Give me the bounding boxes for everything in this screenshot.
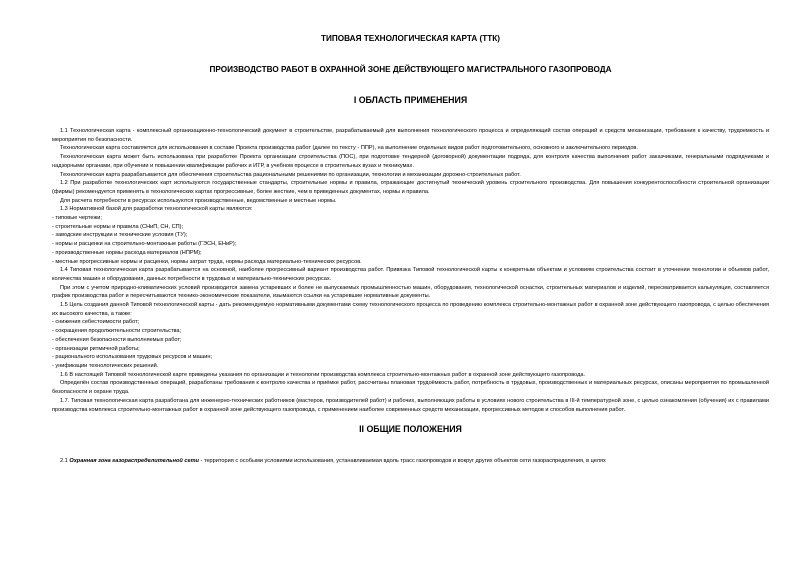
document-page <box>52 34 769 466</box>
paragraph: Для расчета потребности в ресурсах используются производственные, ведомственные и местные нормы. <box>60 197 337 204</box>
paragraph-1-2: 1.2 При разработке технологических карт используются государственные стандарты, строительные нормы и правила, отражающие достигнутый технический уровень строительного производства. Для повышения конкурентоспособности строительной организации (фирмы) рекомендуется применять в технологических картах прогрессивные, более жесткие, чем в приведенных документах, нормы и правила. <box>52 180 769 195</box>
list-item: - обеспечения безопасности выполняемых работ; <box>52 336 182 343</box>
paragraph-number: 2.1 <box>60 458 68 465</box>
list-item: - рационального использования трудовых ресурсов и машин; <box>52 354 212 361</box>
paragraph-2-1 <box>52 457 769 466</box>
paragraph-1-4: 1.4 Типовая технологическая карта разрабатывается на основной, наиболее прогрессивный вариант производства работ. Привязка Типовой технологической карты к конкретным объектам и условиям строительства состоит в уточнении технологии и объемов работ, количества машин и оборудования, данных потребности в трудовых и материально-технических ресурсах. <box>52 267 769 282</box>
list-item: - строительные нормы и правила (СНиП, СН, СП); <box>52 223 184 230</box>
paragraph-1-7: 1.7. Типовая технологическая карта разработана для инженерно-технических работников (мастеров, производителей работ) и рабочих, выполняющих работы в условиях нового строительства в III-й температурной зоне, с целью ознакомления (обучения) их с правилами производства комплекса строительно-монтажных работ в охранной зоне действующего газопровода, с применением наиболее современных средств механизации, прогрессивных методов и способов выполнения работ. <box>52 397 769 413</box>
list-item: - снижения себестоимости работ; <box>52 319 140 326</box>
list-item: - местные прогрессивные нормы и расценки, нормы затрат труда, нормы расхода материально-технических ресурсов. <box>52 258 362 265</box>
section-2-body <box>52 457 769 466</box>
section-2-title: II ОБЩИЕ ПОЛОЖЕНИЯ <box>359 424 462 435</box>
paragraph: Технологическая карта разрабатывается для обеспечения строительства рациональными решениями по организации, технологии и механизации дорожно-строительных работ. <box>60 171 521 178</box>
list-item: - организации ритмичной работы; <box>52 345 140 352</box>
paragraph: При этом с учетом природно-климатических условий производится замена устаревших и более не выпускаемых промышленностью машин, оборудования, технологической оснастки, строительных материалов и изделий, пересматривается калькуляция, составляется график производства работ и пересчитываются технико-экономические показатели, изымаются ссылки на устаревшие нормативные документы. <box>52 284 769 300</box>
list-item: - нормы и расценки на строительно-монтажные работы (ГЭСН, ЕНиР); <box>52 241 237 248</box>
paragraph-1-5: 1.5 Цель создания данной Типовой технологической карты - дать рекомендуемую нормативными документами схему технологического процесса по проведению комплекса строительно-монтажных работ в охранной зоне действующего газопровода, с целью обеспечения их высокого качества, а также: <box>52 302 769 317</box>
paragraph-1-3: 1.3 Нормативной базой для разработки технологической карты являются: <box>60 206 253 213</box>
paragraph: Определён состав производственных операций, разработаны требования к контролю качества и приёмке работ, рассчитаны плановая трудоёмкость работ, потребность в трудовых, производственных и материальных ресурсах, описаны мероприятия по промышленной безопасности и охране труда. <box>52 380 769 396</box>
section-1-title: I ОБЛАСТЬ ПРИМЕНЕНИЯ <box>353 95 468 105</box>
section-1-body <box>52 127 769 414</box>
list-item: - унификации технологических решений. <box>52 362 159 369</box>
paragraph: Технологическая карта может быть использована при разработке Проекта организации строительства (ПОС), при подготовке тендерной (договорной) документации подряда, для контроля качества выполнения работ заказчиками, генеральными подрядчиками и надзорными органами, при обучении и повышении квалификации рабочих и ИТР, в учебном процессе в строительных вузах и техникумах. <box>52 154 769 169</box>
paragraph: Технологическая карта составляется для использования в составе Проекта производства работ (далее по тексту - ППР), на выполнение отдельных видов работ подготовительного, основного и заключительного периодов. <box>60 145 638 152</box>
document-title: ТИПОВАЯ ТЕХНОЛОГИЧЕСКАЯ КАРТА (ТТК) <box>321 34 500 43</box>
list-item: - типовые чертежи; <box>52 215 102 222</box>
defined-term: Охранная зона газораспределительной сети <box>69 458 199 465</box>
definition-text: - территория с особыми условиями использования, устанавливаемая вдоль трасс газопроводов и вокруг других объектов сети газораспределения, в целях <box>198 458 606 465</box>
paragraph-1-1: 1.1 Технологическая карта - комплексный организационно-технологический документ в строительстве, разрабатываемый для выполнения технологического процесса и определяющий состав операций и средств механизации, требования к качеству, трудоемкость и мероприятия по безопасности. <box>52 128 769 143</box>
list-item: - сокращения продолжительности строительства; <box>52 328 182 335</box>
list-item: - производственные нормы расхода материалов (НПРМ); <box>52 249 202 256</box>
document-subtitle: ПРОИЗВОДСТВО РАБОТ В ОХРАННОЙ ЗОНЕ ДЕЙСТВУЮЩЕГО МАГИСТРАЛЬНОГО ГАЗОПРОВОДА <box>209 65 612 74</box>
list-item: - заводские инструкции и технические условия (ТУ); <box>52 232 188 239</box>
paragraph-1-6: 1.6 В настоящей Типовой технологической карте приведены указания по организации и технологии производства комплекса строительно-монтажных работ в охранной зоне действующего газопровода. <box>60 371 586 378</box>
